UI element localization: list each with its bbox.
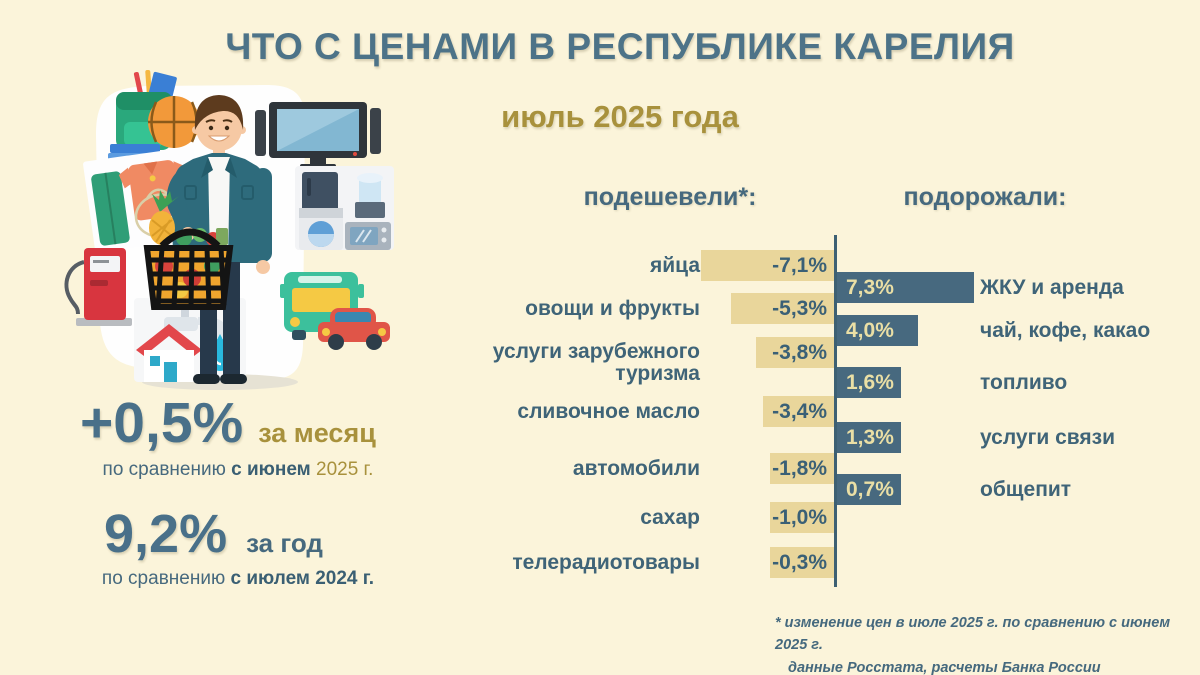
monthly-inflation-period: за месяц [258, 418, 376, 448]
monthly-compare-year: 2025 г. [316, 459, 374, 480]
footnote [775, 612, 1175, 675]
bar-label: чай, кофе, какао [980, 319, 1151, 342]
bar-label: ЖКУ и аренда [980, 276, 1124, 299]
yearly-inflation-period: за год [246, 528, 323, 558]
bar-right: 1,3% [837, 422, 901, 453]
bar-label: автомобили [572, 457, 700, 480]
bar-left: -3,8% [756, 337, 834, 368]
page-title: ЧТО С ЦЕНАМИ В РЕСПУБЛИКЕ КАРЕЛИЯ [225, 26, 1015, 67]
bar-left: -5,3% [731, 293, 834, 324]
bar-label: сахар [640, 506, 700, 529]
yearly-inflation-stat [58, 503, 418, 590]
bar-left: -0,3% [770, 547, 834, 578]
bar-right: 7,3% [837, 272, 974, 303]
bar-label: яйца [649, 254, 700, 277]
bar-left: -1,0% [770, 502, 834, 533]
page-subtitle: июль 2025 года [501, 99, 739, 134]
bar-left: -1,8% [770, 453, 834, 484]
monthly-inflation-stat [58, 390, 418, 481]
cheaper-column-header: подешевели*: [583, 183, 757, 211]
footnote-line2: данные Росстата, расчеты Банка России [788, 659, 1101, 675]
bar-label: овощи и фрукты [525, 297, 700, 320]
yearly-comparison-text [58, 568, 418, 590]
footnote-line1: * изменение цен в июле 2025 г. по сравнению с июнем 2025 г. [775, 615, 1171, 654]
bar-label: топливо [980, 371, 1068, 394]
bar-right: 1,6% [837, 367, 901, 398]
bar-label: общепит [980, 478, 1072, 501]
yearly-compare-prefix: по сравнению [101, 568, 231, 589]
bar-right: 0,7% [837, 474, 901, 505]
yearly-inflation-value: 9,2% [104, 504, 228, 564]
monthly-compare-prefix: по сравнению [102, 459, 232, 480]
bar-label: услуги зарубежного туризма [492, 340, 700, 385]
yearly-compare-bold: с июлем 2024 г. [230, 568, 375, 589]
bar-right: 4,0% [837, 315, 918, 346]
bar-left: -3,4% [763, 396, 834, 427]
pricier-column-header: подорожали: [903, 183, 1067, 211]
diverging-bar-chart [450, 230, 1190, 600]
bar-left: -7,1% [701, 250, 834, 281]
bar-label: услуги связи [980, 426, 1115, 449]
appliances-icon [295, 166, 394, 250]
basketball-icon [148, 96, 200, 148]
fuel-pump-icon [66, 248, 132, 326]
shopper-illustration [52, 66, 400, 390]
monthly-comparison-text [58, 459, 418, 481]
monthly-compare-bold: с июнем [231, 459, 316, 480]
monthly-inflation-value: +0,5% [80, 391, 244, 455]
bar-label: сливочное масло [517, 400, 700, 423]
bar-label: телерадиотовары [512, 551, 700, 574]
